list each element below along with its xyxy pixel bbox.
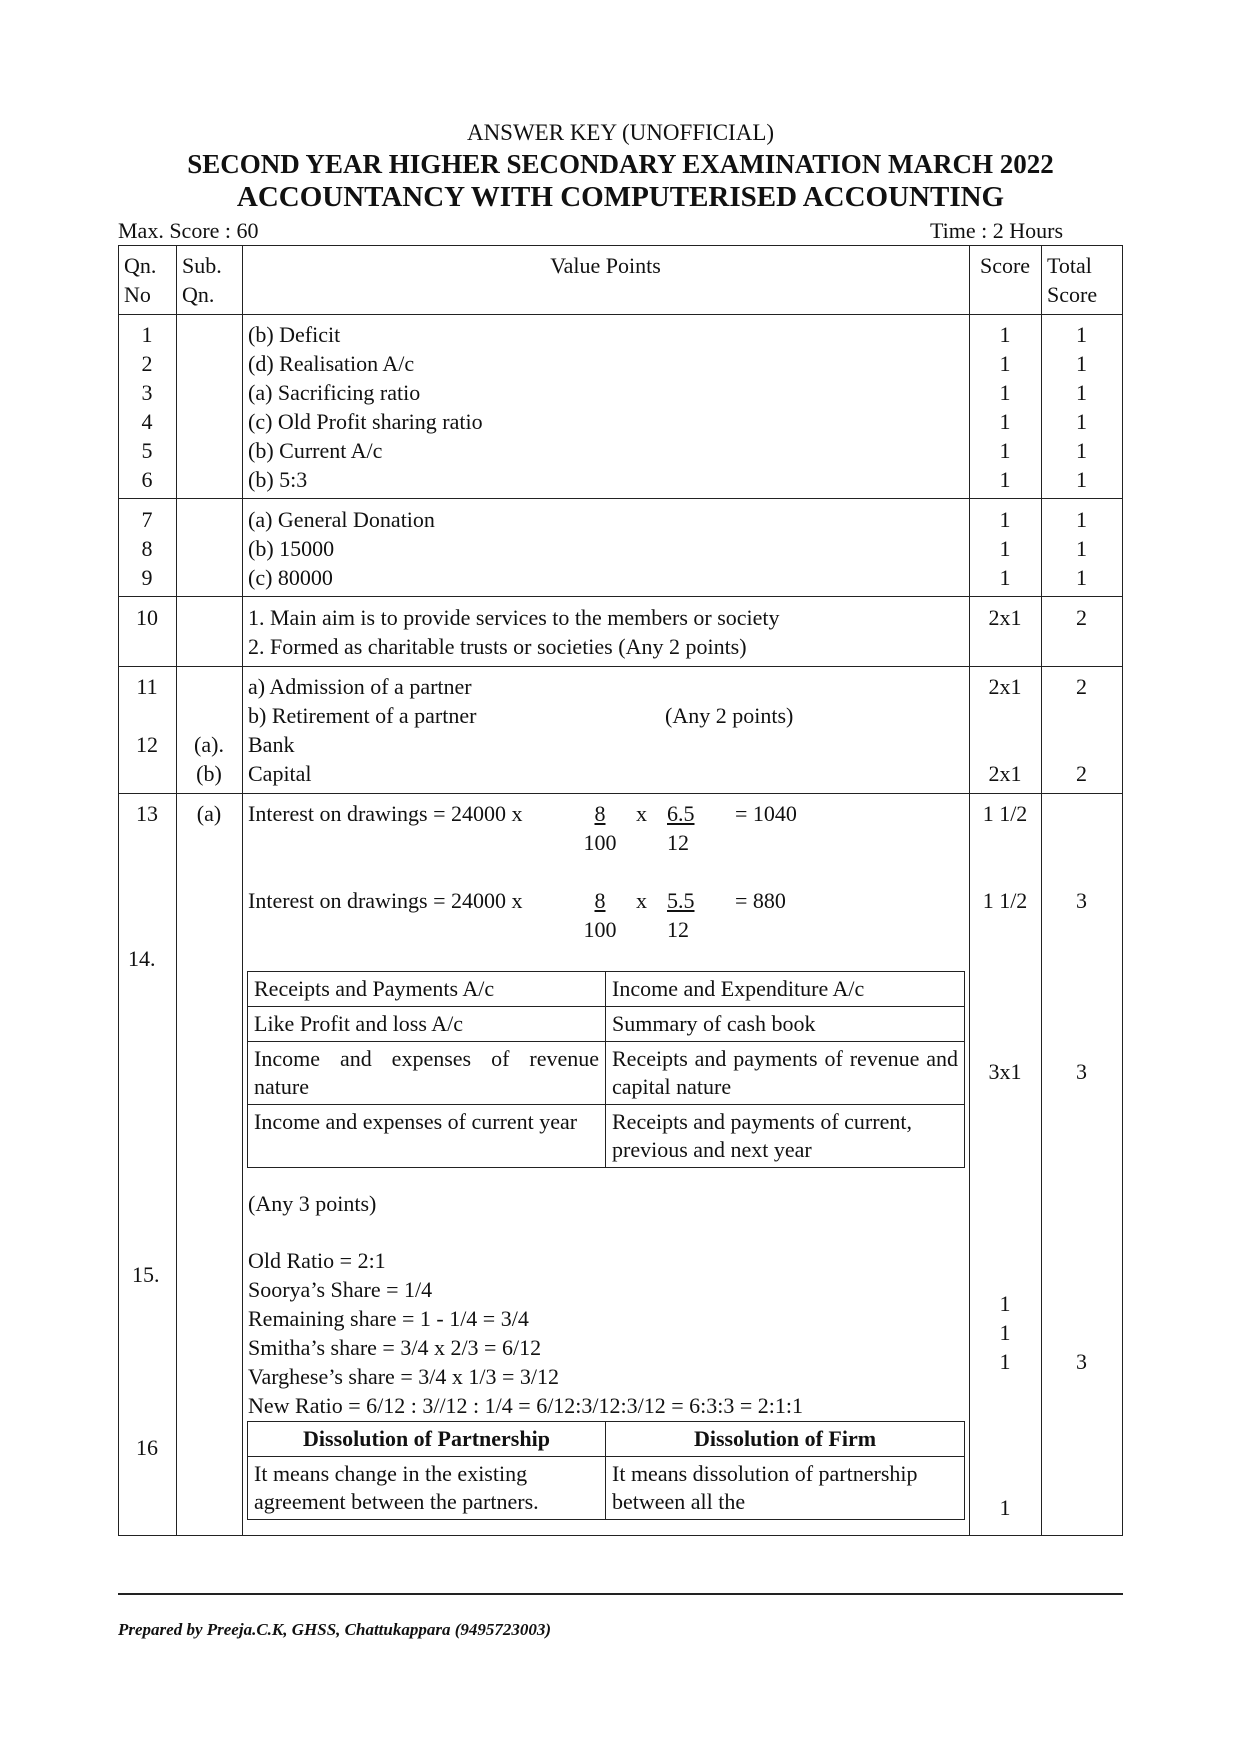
interest-b-multiply: x (636, 888, 647, 913)
table-cell: Like Profit and loss A/c (248, 1007, 606, 1042)
dissolution-table (247, 1421, 965, 1520)
total-15: 3 (1076, 1349, 1087, 1374)
interest-a-months-num: 6.5 (667, 801, 695, 826)
score-7: 1 (999, 507, 1011, 532)
score-15-2: 1 (999, 1320, 1011, 1345)
q15-line-4: Smitha’s share = 3/4 x 2/3 = 6/12 (248, 1335, 542, 1360)
score-2: 1 (999, 351, 1011, 376)
subject-title: ACCOUNTANCY WITH COMPUTERISED ACCOUNTING (236, 181, 1005, 213)
interest-a-months-den: 12 (667, 830, 689, 855)
sub-13a: (a) (196, 801, 222, 826)
col-value-header: Value Points (550, 253, 661, 278)
max-score: Max. Score : 60 (118, 218, 259, 243)
total-13: 3 (1076, 888, 1087, 913)
score-13b: 1 1/2 (982, 888, 1028, 913)
answer-6: (b) 5:3 (248, 467, 308, 492)
score-6: 1 (999, 467, 1011, 492)
footer-credit: Prepared by Preeja.C.K, GHSS, Chattukappara (9495723003) (118, 1620, 552, 1639)
table-row (248, 1457, 965, 1520)
qn-1: 1 (141, 322, 153, 347)
score-11: 2x1 (988, 674, 1022, 699)
score-12: 2x1 (988, 761, 1022, 786)
table-header-cell: Dissolution of Partnership (248, 1422, 606, 1457)
footer-rule (118, 1593, 1123, 1595)
total-2: 1 (1076, 351, 1087, 376)
answer-10-line2: 2. Formed as charitable trusts or societies (Any 2 points) (248, 634, 747, 659)
q14-note: (Any 3 points) (248, 1191, 377, 1216)
table-cell: Income and expenses of revenue nature (248, 1042, 606, 1105)
qn-11: 11 (136, 674, 158, 699)
score-14: 3x1 (988, 1059, 1022, 1084)
score-13a: 1 1/2 (982, 801, 1028, 826)
table-row (248, 1105, 965, 1168)
answer-8: (b) 15000 (248, 536, 335, 561)
col-qn-header-1: Qn. (124, 253, 157, 278)
q15-line-3: Remaining share = 1 - 1/4 = 3/4 (248, 1306, 529, 1331)
total-1: 1 (1076, 322, 1087, 347)
score-4: 1 (999, 409, 1011, 434)
answer-10-line1: 1. Main aim is to provide services to the members or society (248, 605, 780, 630)
answer-3: (a) Sacrificing ratio (248, 380, 421, 405)
total-12: 2 (1076, 761, 1087, 786)
table-cell: Summary of cash book (606, 1007, 965, 1042)
table-cell: Receipts and payments of revenue and capital nature (606, 1042, 965, 1105)
answer-2: (d) Realisation A/c (248, 351, 415, 376)
q15-line-2: Soorya’s Share = 1/4 (248, 1277, 433, 1302)
score-16: 1 (999, 1495, 1011, 1520)
sub-12b: (b) (196, 761, 222, 786)
qn-3: 3 (141, 380, 153, 405)
table-cell: Receipts and Payments A/c (248, 972, 606, 1007)
col-sub-header-2: Qn. (182, 282, 215, 307)
interest-a-rate-num: 8 (594, 801, 606, 826)
qn-14: 14. (128, 946, 156, 971)
score-15-1: 1 (999, 1291, 1011, 1316)
answer-11-line2: b) Retirement of a partner (248, 703, 477, 728)
qn-10: 10 (136, 605, 158, 630)
q15-line-6: New Ratio = 6/12 : 3//12 : 1/4 = 6/12:3/12:3/12 = 6:3:3 = 2:1:1 (248, 1393, 804, 1418)
interest-formula-a-label: Interest on drawings = 24000 x (248, 801, 523, 826)
qn-13: 13 (136, 801, 158, 826)
col-total-header-2: Score (1047, 282, 1098, 307)
qn-16: 16 (136, 1435, 158, 1460)
qn-12: 12 (136, 732, 158, 757)
col-score-header: Score (979, 253, 1031, 278)
qn-15: 15. (132, 1262, 160, 1287)
interest-a-result: = 1040 (735, 801, 797, 826)
table-row (248, 1007, 965, 1042)
time-allowed: Time : 2 Hours (930, 218, 1064, 243)
table-cell: It means change in the existing agreement between the partners. (248, 1457, 606, 1520)
table-cell: Receipts and payments of current, previous and next year (606, 1105, 965, 1168)
total-7: 1 (1076, 507, 1087, 532)
total-11: 2 (1076, 674, 1087, 699)
table-cell: Income and Expenditure A/c (606, 972, 965, 1007)
col-sub-header-1: Sub. (182, 253, 222, 278)
interest-b-months-den: 12 (667, 917, 689, 942)
score-3: 1 (999, 380, 1011, 405)
table-row (248, 1042, 965, 1105)
answer-11-line1: a) Admission of a partner (248, 674, 472, 699)
total-3: 1 (1076, 380, 1087, 405)
qn-9: 9 (141, 565, 153, 590)
qn-8: 8 (141, 536, 153, 561)
qn-2: 2 (141, 351, 153, 376)
col-total-header-1: Total (1047, 253, 1092, 278)
interest-b-months-num: 5.5 (667, 888, 695, 913)
score-10: 2x1 (988, 605, 1022, 630)
score-8: 1 (999, 536, 1011, 561)
total-14: 3 (1076, 1059, 1087, 1084)
score-5: 1 (999, 438, 1011, 463)
interest-a-multiply: x (636, 801, 647, 826)
interest-formula-b-label: Interest on drawings = 24000 x (248, 888, 523, 913)
total-5: 1 (1076, 438, 1087, 463)
qn-6: 6 (141, 467, 153, 492)
score-15-3: 1 (999, 1349, 1011, 1374)
qn-7: 7 (141, 507, 153, 532)
q15-line-1: Old Ratio = 2:1 (248, 1248, 386, 1273)
qn-5: 5 (141, 438, 153, 463)
score-9: 1 (999, 565, 1011, 590)
q15-line-5: Varghese’s share = 3/4 x 1/3 = 3/12 (248, 1364, 559, 1389)
total-10: 2 (1076, 605, 1087, 630)
interest-a-rate-den: 100 (583, 830, 617, 855)
answer-key-label: ANSWER KEY (UNOFFICIAL) (466, 120, 775, 145)
answer-4: (c) Old Profit sharing ratio (248, 409, 483, 434)
table-cell: It means dissolution of partnership between all the (606, 1457, 965, 1520)
answer-12b: Capital (248, 761, 312, 786)
table-header-cell: Dissolution of Firm (606, 1422, 965, 1457)
answer-7: (a) General Donation (248, 507, 435, 532)
interest-b-rate-num: 8 (594, 888, 606, 913)
answer-1: (b) Deficit (248, 322, 341, 347)
score-1: 1 (999, 322, 1011, 347)
table-row (248, 1422, 965, 1457)
total-8: 1 (1076, 536, 1087, 561)
total-6: 1 (1076, 467, 1087, 492)
answer-12a: Bank (248, 732, 295, 757)
receipts-vs-income-table (247, 971, 965, 1168)
col-qn-header-2: No (124, 282, 151, 307)
sub-12a: (a). (194, 732, 224, 757)
answer-5: (b) Current A/c (248, 438, 383, 463)
table-cell: Income and expenses of current year (248, 1105, 606, 1168)
table-row (248, 972, 965, 1007)
total-4: 1 (1076, 409, 1087, 434)
interest-b-result: = 880 (735, 888, 786, 913)
answer-11-note: (Any 2 points) (665, 703, 794, 728)
answer-9: (c) 80000 (248, 565, 333, 590)
total-9: 1 (1076, 565, 1087, 590)
exam-title: SECOND YEAR HIGHER SECONDARY EXAMINATION MARCH 2022 (187, 149, 1054, 179)
qn-4: 4 (141, 409, 153, 434)
interest-b-rate-den: 100 (583, 917, 617, 942)
